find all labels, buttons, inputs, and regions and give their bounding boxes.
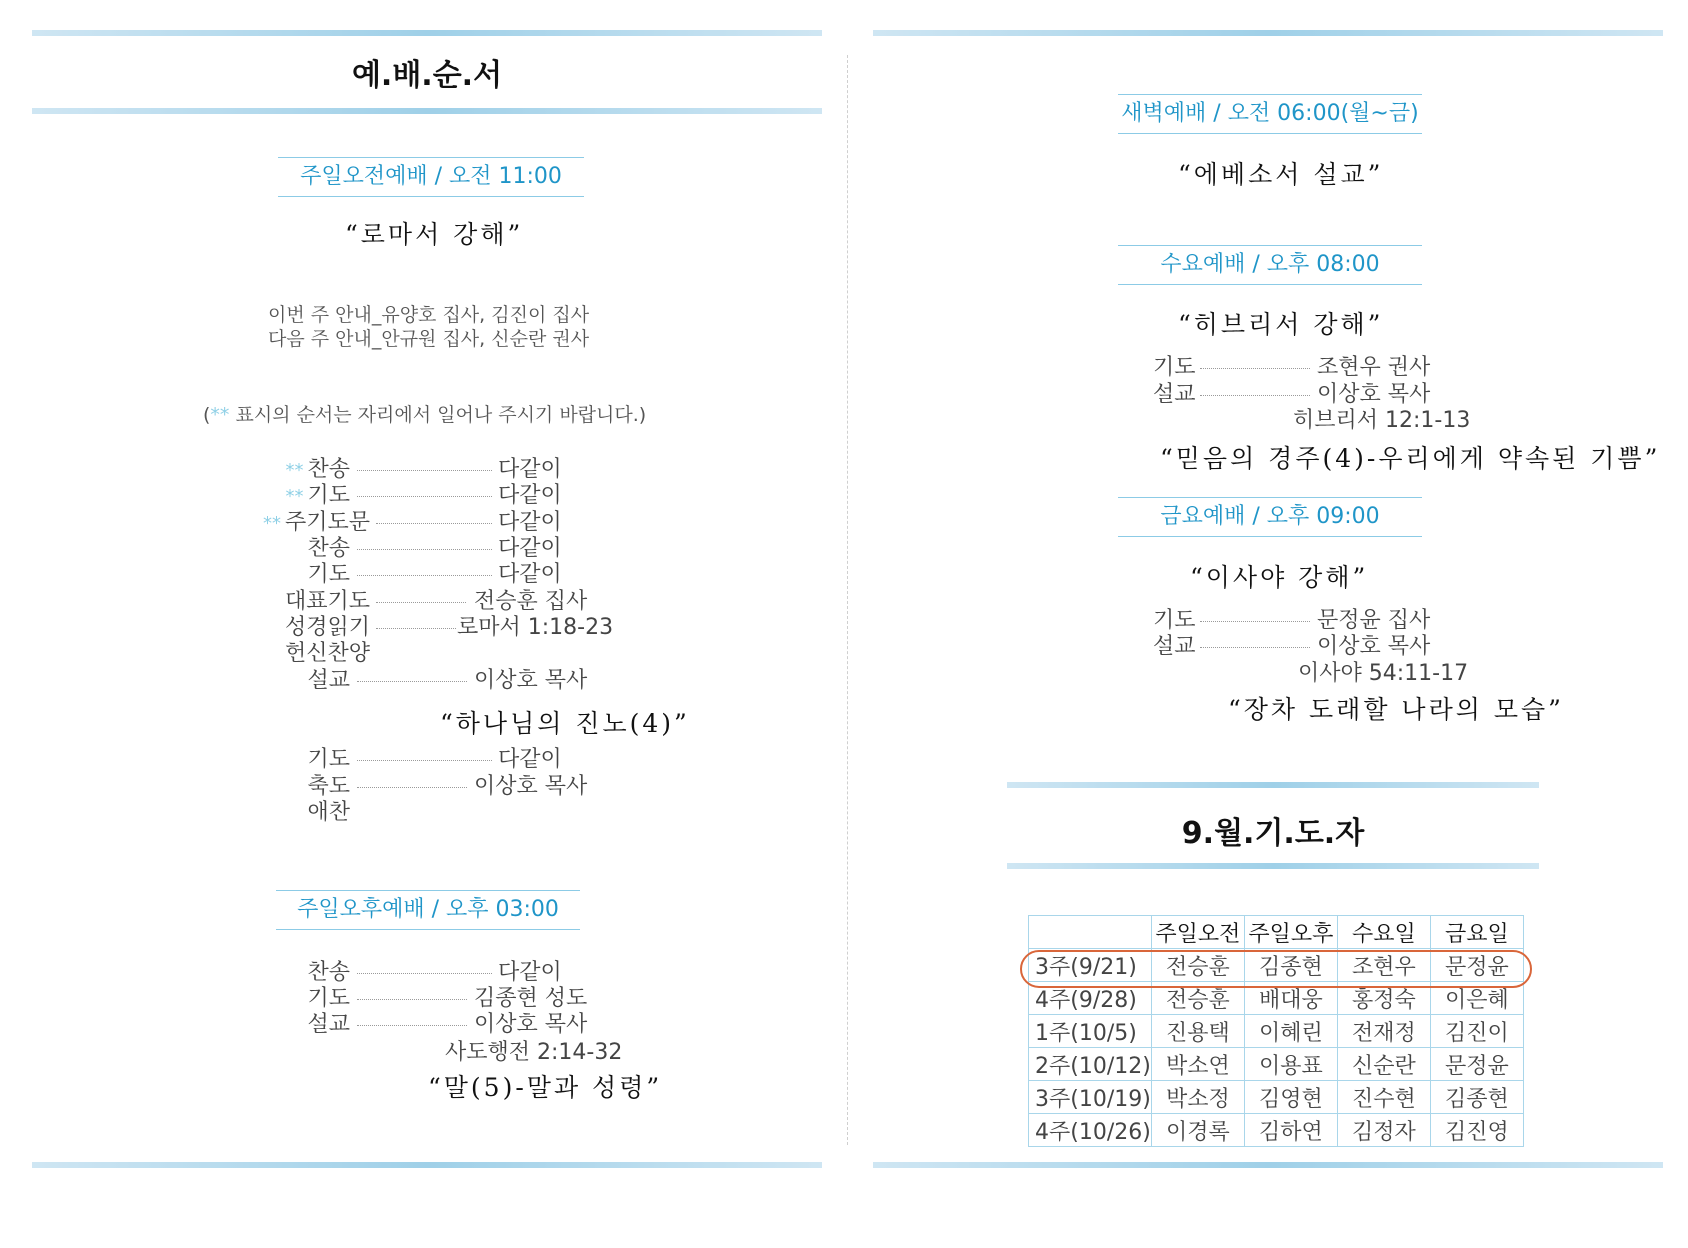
friday-sermon-title: “이사야 강해” <box>1190 563 1369 592</box>
leader-dots <box>376 628 456 629</box>
order-row <box>180 985 350 1013</box>
friday-header: 금요예배 / 오후 09:00 <box>1118 497 1422 537</box>
order-value: 문정윤 집사 <box>1317 608 1431 633</box>
table-cell: 1주(10/5) <box>1029 1015 1152 1048</box>
table-cell: 이혜린 <box>1244 1015 1337 1048</box>
table-header <box>1029 916 1152 949</box>
leader-dots <box>357 470 492 471</box>
order-row <box>180 535 350 563</box>
table-cell: 이은혜 <box>1430 982 1523 1015</box>
table-cell: 문정윤 <box>1430 1048 1523 1081</box>
table-cell: 전재정 <box>1337 1015 1430 1048</box>
order-label: 애찬 <box>307 800 350 825</box>
table-cell: 3주(10/19) <box>1029 1081 1152 1114</box>
table-cell: 전승훈 <box>1151 949 1244 982</box>
leader-dots <box>357 549 492 550</box>
leader-dots <box>357 681 467 682</box>
leader-dots <box>1200 395 1310 396</box>
order-row <box>180 588 370 616</box>
order-label: 찬송 <box>307 457 350 482</box>
leader-dots <box>1200 621 1310 622</box>
order-value: 조현우 권사 <box>1317 355 1431 380</box>
order-label: 찬송 <box>307 536 350 561</box>
prayer-title-underline <box>1007 863 1539 869</box>
table-cell: 진용택 <box>1151 1015 1244 1048</box>
page-divider <box>847 55 848 1145</box>
order-label: 기도 <box>307 483 350 508</box>
order-label: 기도 <box>1153 355 1196 380</box>
table-cell: 김정자 <box>1337 1114 1430 1147</box>
order-value: 이상호 목사 <box>474 774 588 799</box>
friday-sermon-subtitle: “장차 도래할 나라의 모습” <box>1228 695 1564 724</box>
table-cell: 진수현 <box>1337 1081 1430 1114</box>
stand-stars: ** <box>285 486 304 507</box>
order-row <box>180 456 350 484</box>
sunday-pm-scripture: 사도행전 2:14-32 <box>445 1040 623 1065</box>
order-row <box>180 482 350 510</box>
order-value: 로마서 1:18-23 <box>457 615 614 640</box>
table-cell: 김영현 <box>1244 1081 1337 1114</box>
table-cell: 박소연 <box>1151 1048 1244 1081</box>
wednesday-sermon-title: “히브리서 강해” <box>1178 310 1384 339</box>
leader-dots <box>357 973 492 974</box>
page-title-left: 예.배.순.서 <box>351 58 503 93</box>
table-cell: 배대웅 <box>1244 982 1337 1015</box>
order-value: 다같이 <box>498 510 562 535</box>
dawn-sermon-title: “에베소서 설교” <box>1178 160 1384 189</box>
leader-dots <box>357 999 467 1000</box>
table-header: 주일오후 <box>1244 916 1337 949</box>
prayer-title: 9.월.기.도.자 <box>1181 816 1365 851</box>
friday-scripture: 이사야 54:11-17 <box>1298 661 1469 686</box>
guide-this-week: 이번 주 안내_유양호 집사, 김진이 집사 <box>268 304 590 326</box>
table-header: 주일오전 <box>1151 916 1244 949</box>
table-row <box>1029 1048 1524 1081</box>
order-label: 설교 <box>307 1012 350 1037</box>
order-row <box>180 773 350 801</box>
table-cell: 김진영 <box>1430 1114 1523 1147</box>
table-cell: 문정윤 <box>1430 949 1523 982</box>
order-value: 이상호 목사 <box>474 668 588 693</box>
order-label: 기도 <box>307 562 350 587</box>
order-value: 다같이 <box>498 960 562 985</box>
table-cell: 4주(9/28) <box>1029 982 1152 1015</box>
table-cell: 전승훈 <box>1151 982 1244 1015</box>
table-cell: 김하연 <box>1244 1114 1337 1147</box>
leader-dots <box>357 1025 467 1026</box>
table-cell: 이경록 <box>1151 1114 1244 1147</box>
order-row <box>180 1011 350 1039</box>
note-open: ( <box>203 404 211 426</box>
bottom-bar-right <box>873 1162 1663 1168</box>
order-row <box>180 799 350 827</box>
leader-dots <box>376 523 492 524</box>
sunday-am-sermon-subtitle: “하나님의 진노(4)” <box>440 709 690 738</box>
sunday-pm-header: 주일오후예배 / 오후 03:00 <box>276 890 580 930</box>
order-label: 기도 <box>307 747 350 772</box>
title-underline-left <box>32 108 822 114</box>
order-row <box>180 509 370 537</box>
order-label: 주기도문 <box>284 510 370 535</box>
order-value: 다같이 <box>498 747 562 772</box>
stand-stars: ** <box>285 460 304 481</box>
order-label: 설교 <box>1153 382 1196 407</box>
order-value: 전승훈 집사 <box>474 589 588 614</box>
order-label: 기도 <box>1153 608 1196 633</box>
bottom-bar-left <box>32 1162 822 1168</box>
order-label: 설교 <box>1153 634 1196 659</box>
table-cell: 김종현 <box>1244 949 1337 982</box>
table-row <box>1029 1015 1524 1048</box>
note-stars: ** <box>210 404 230 426</box>
note-text: 표시의 순서는 자리에서 일어나 주시기 바랍니다.) <box>229 404 647 426</box>
order-label: 축도 <box>307 774 350 799</box>
guide-next-week: 다음 주 안내_안규원 집사, 신순란 권사 <box>268 328 590 350</box>
order-value: 다같이 <box>498 536 562 561</box>
dawn-header: 새벽예배 / 오전 06:00(월~금) <box>1118 94 1422 134</box>
table-cell: 이용표 <box>1244 1048 1337 1081</box>
order-row <box>180 640 370 668</box>
sunday-pm-sermon-subtitle: “말(5)-말과 성령” <box>428 1073 663 1102</box>
order-value: 이상호 목사 <box>1317 382 1431 407</box>
wednesday-header: 수요예배 / 오후 08:00 <box>1118 245 1422 285</box>
order-row <box>180 746 350 774</box>
table-cell: 홍정숙 <box>1337 982 1430 1015</box>
table-cell: 조현우 <box>1337 949 1430 982</box>
order-value: 다같이 <box>498 483 562 508</box>
leader-dots <box>357 575 492 576</box>
table-header: 금요일 <box>1430 916 1523 949</box>
leader-dots <box>1200 368 1310 369</box>
table-header: 수요일 <box>1337 916 1430 949</box>
order-label: 헌신찬양 <box>284 641 370 666</box>
table-cell: 신순란 <box>1337 1048 1430 1081</box>
sunday-am-sermon-title: “로마서 강해” <box>345 220 524 249</box>
leader-dots <box>357 496 492 497</box>
wednesday-sermon-subtitle: “믿음의 경주(4)-우리에게 약속된 기쁨” <box>1160 444 1661 473</box>
table-cell: 2주(10/12) <box>1029 1048 1152 1081</box>
order-row <box>180 667 350 695</box>
order-label: 성경읽기 <box>284 615 370 640</box>
table-row <box>1029 1114 1524 1147</box>
order-value: 이상호 목사 <box>1317 634 1431 659</box>
order-label: 설교 <box>307 668 350 693</box>
current-week-highlight <box>1020 950 1532 988</box>
leader-dots <box>357 787 467 788</box>
order-value: 다같이 <box>498 562 562 587</box>
order-label: 기도 <box>307 986 350 1011</box>
table-cell: 4주(10/26) <box>1029 1114 1152 1147</box>
table-row <box>1029 1081 1524 1114</box>
table-cell: 김종현 <box>1430 1081 1523 1114</box>
leader-dots <box>357 760 492 761</box>
leader-dots <box>376 602 466 603</box>
wednesday-scripture: 히브리서 12:1-13 <box>1293 408 1471 433</box>
order-row <box>180 561 350 589</box>
order-row <box>180 614 370 642</box>
standing-note <box>203 400 646 427</box>
order-value: 김종현 성도 <box>474 986 588 1011</box>
table-header-row <box>1029 916 1524 949</box>
sunday-am-header: 주일오전예배 / 오전 11:00 <box>278 157 584 197</box>
order-label: 찬송 <box>307 960 350 985</box>
prayer-top-bar <box>1007 782 1539 788</box>
order-row <box>180 959 350 987</box>
stand-stars: ** <box>262 513 281 534</box>
order-label: 대표기도 <box>284 589 370 614</box>
leader-dots <box>1200 647 1310 648</box>
top-bar-left <box>32 30 822 36</box>
table-cell: 김진이 <box>1430 1015 1523 1048</box>
order-value: 이상호 목사 <box>474 1012 588 1037</box>
table-cell: 3주(9/21) <box>1029 949 1152 982</box>
order-value: 다같이 <box>498 457 562 482</box>
top-bar-right <box>873 30 1663 36</box>
table-cell: 박소정 <box>1151 1081 1244 1114</box>
